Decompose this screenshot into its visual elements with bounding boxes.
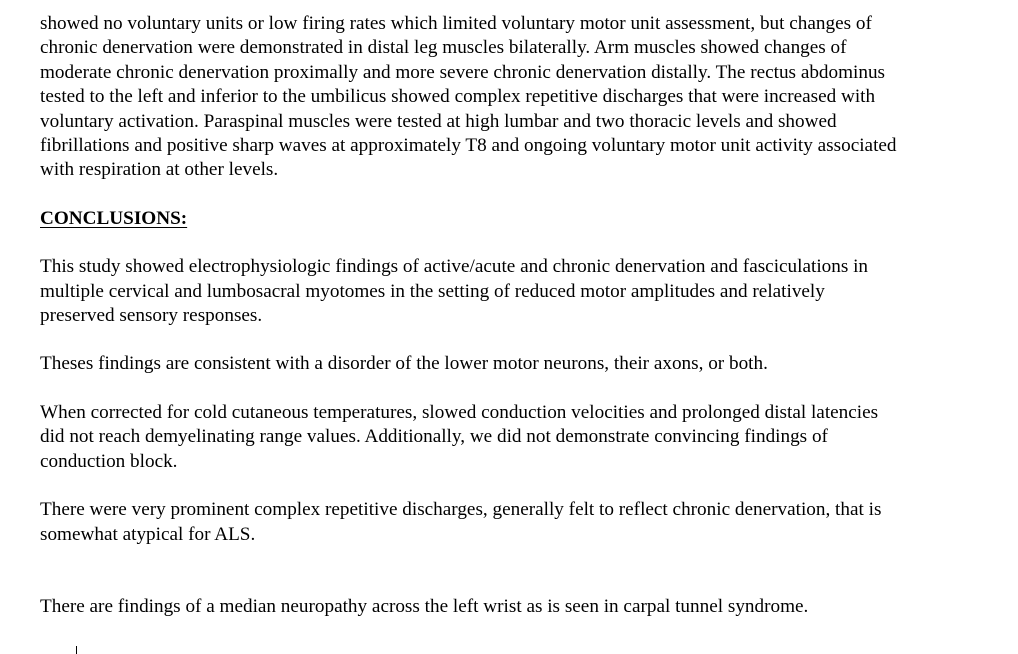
text-line: somewhat atypical for ALS. (40, 523, 256, 545)
conclusion-paragraph-consistent (40, 352, 1000, 376)
text-line: There were very prominent complex repetitive discharges, generally felt to reflect chronic denervation, that is (40, 499, 882, 521)
text-line: tested to the left and inferior to the umbilicus showed complex repetitive discharges that were increased with (40, 86, 876, 108)
text-line: moderate chronic denervation proximally and more severe chronic denervation distally. The rectus abdominus (40, 61, 886, 83)
conclusion-paragraph-median-neuropathy (40, 595, 1000, 619)
conclusions-heading: CONCLUSIONS: (40, 207, 188, 229)
text-line: fibrillations and positive sharp waves at approximately T8 and ongoing voluntary motor unit activity associated (40, 135, 897, 157)
conclusion-paragraph-conduction (40, 401, 1000, 474)
text-line: This study showed electrophysiologic findings of active/acute and chronic denervation and fasciculations in (40, 256, 869, 278)
findings-paragraph (40, 12, 1000, 183)
text-line: showed no voluntary units or low firing rates which limited voluntary motor unit assessment, but changes of (40, 13, 872, 34)
text-line: with respiration at other levels. (40, 159, 279, 181)
text-line: Theses findings are consistent with a disorder of the lower motor neurons, their axons, or both. (40, 353, 768, 375)
text-line: When corrected for cold cutaneous temperatures, slowed conduction velocities and prolonged distal latencies (40, 401, 879, 423)
text-line: chronic denervation were demonstrated in distal leg muscles bilaterally. Arm muscles showed changes of (40, 37, 847, 59)
text-cursor-mark (76, 646, 77, 654)
document-page (40, 12, 1000, 619)
text-line: voluntary activation. Paraspinal muscles were tested at high lumbar and two thoracic levels and showed (40, 110, 837, 132)
text-line: preserved sensory responses. (40, 305, 263, 327)
text-line: did not reach demyelinating range values. Additionally, we did not demonstrate convincing findings of (40, 426, 828, 448)
text-line: There are findings of a median neuropathy across the left wrist as is seen in carpal tunnel syndrome. (40, 595, 809, 617)
text-line: conduction block. (40, 450, 178, 472)
text-line: multiple cervical and lumbosacral myotomes in the setting of reduced motor amplitudes and relatively (40, 280, 825, 302)
conclusion-paragraph-discharges (40, 498, 1000, 547)
conclusion-paragraph-study (40, 255, 1000, 328)
